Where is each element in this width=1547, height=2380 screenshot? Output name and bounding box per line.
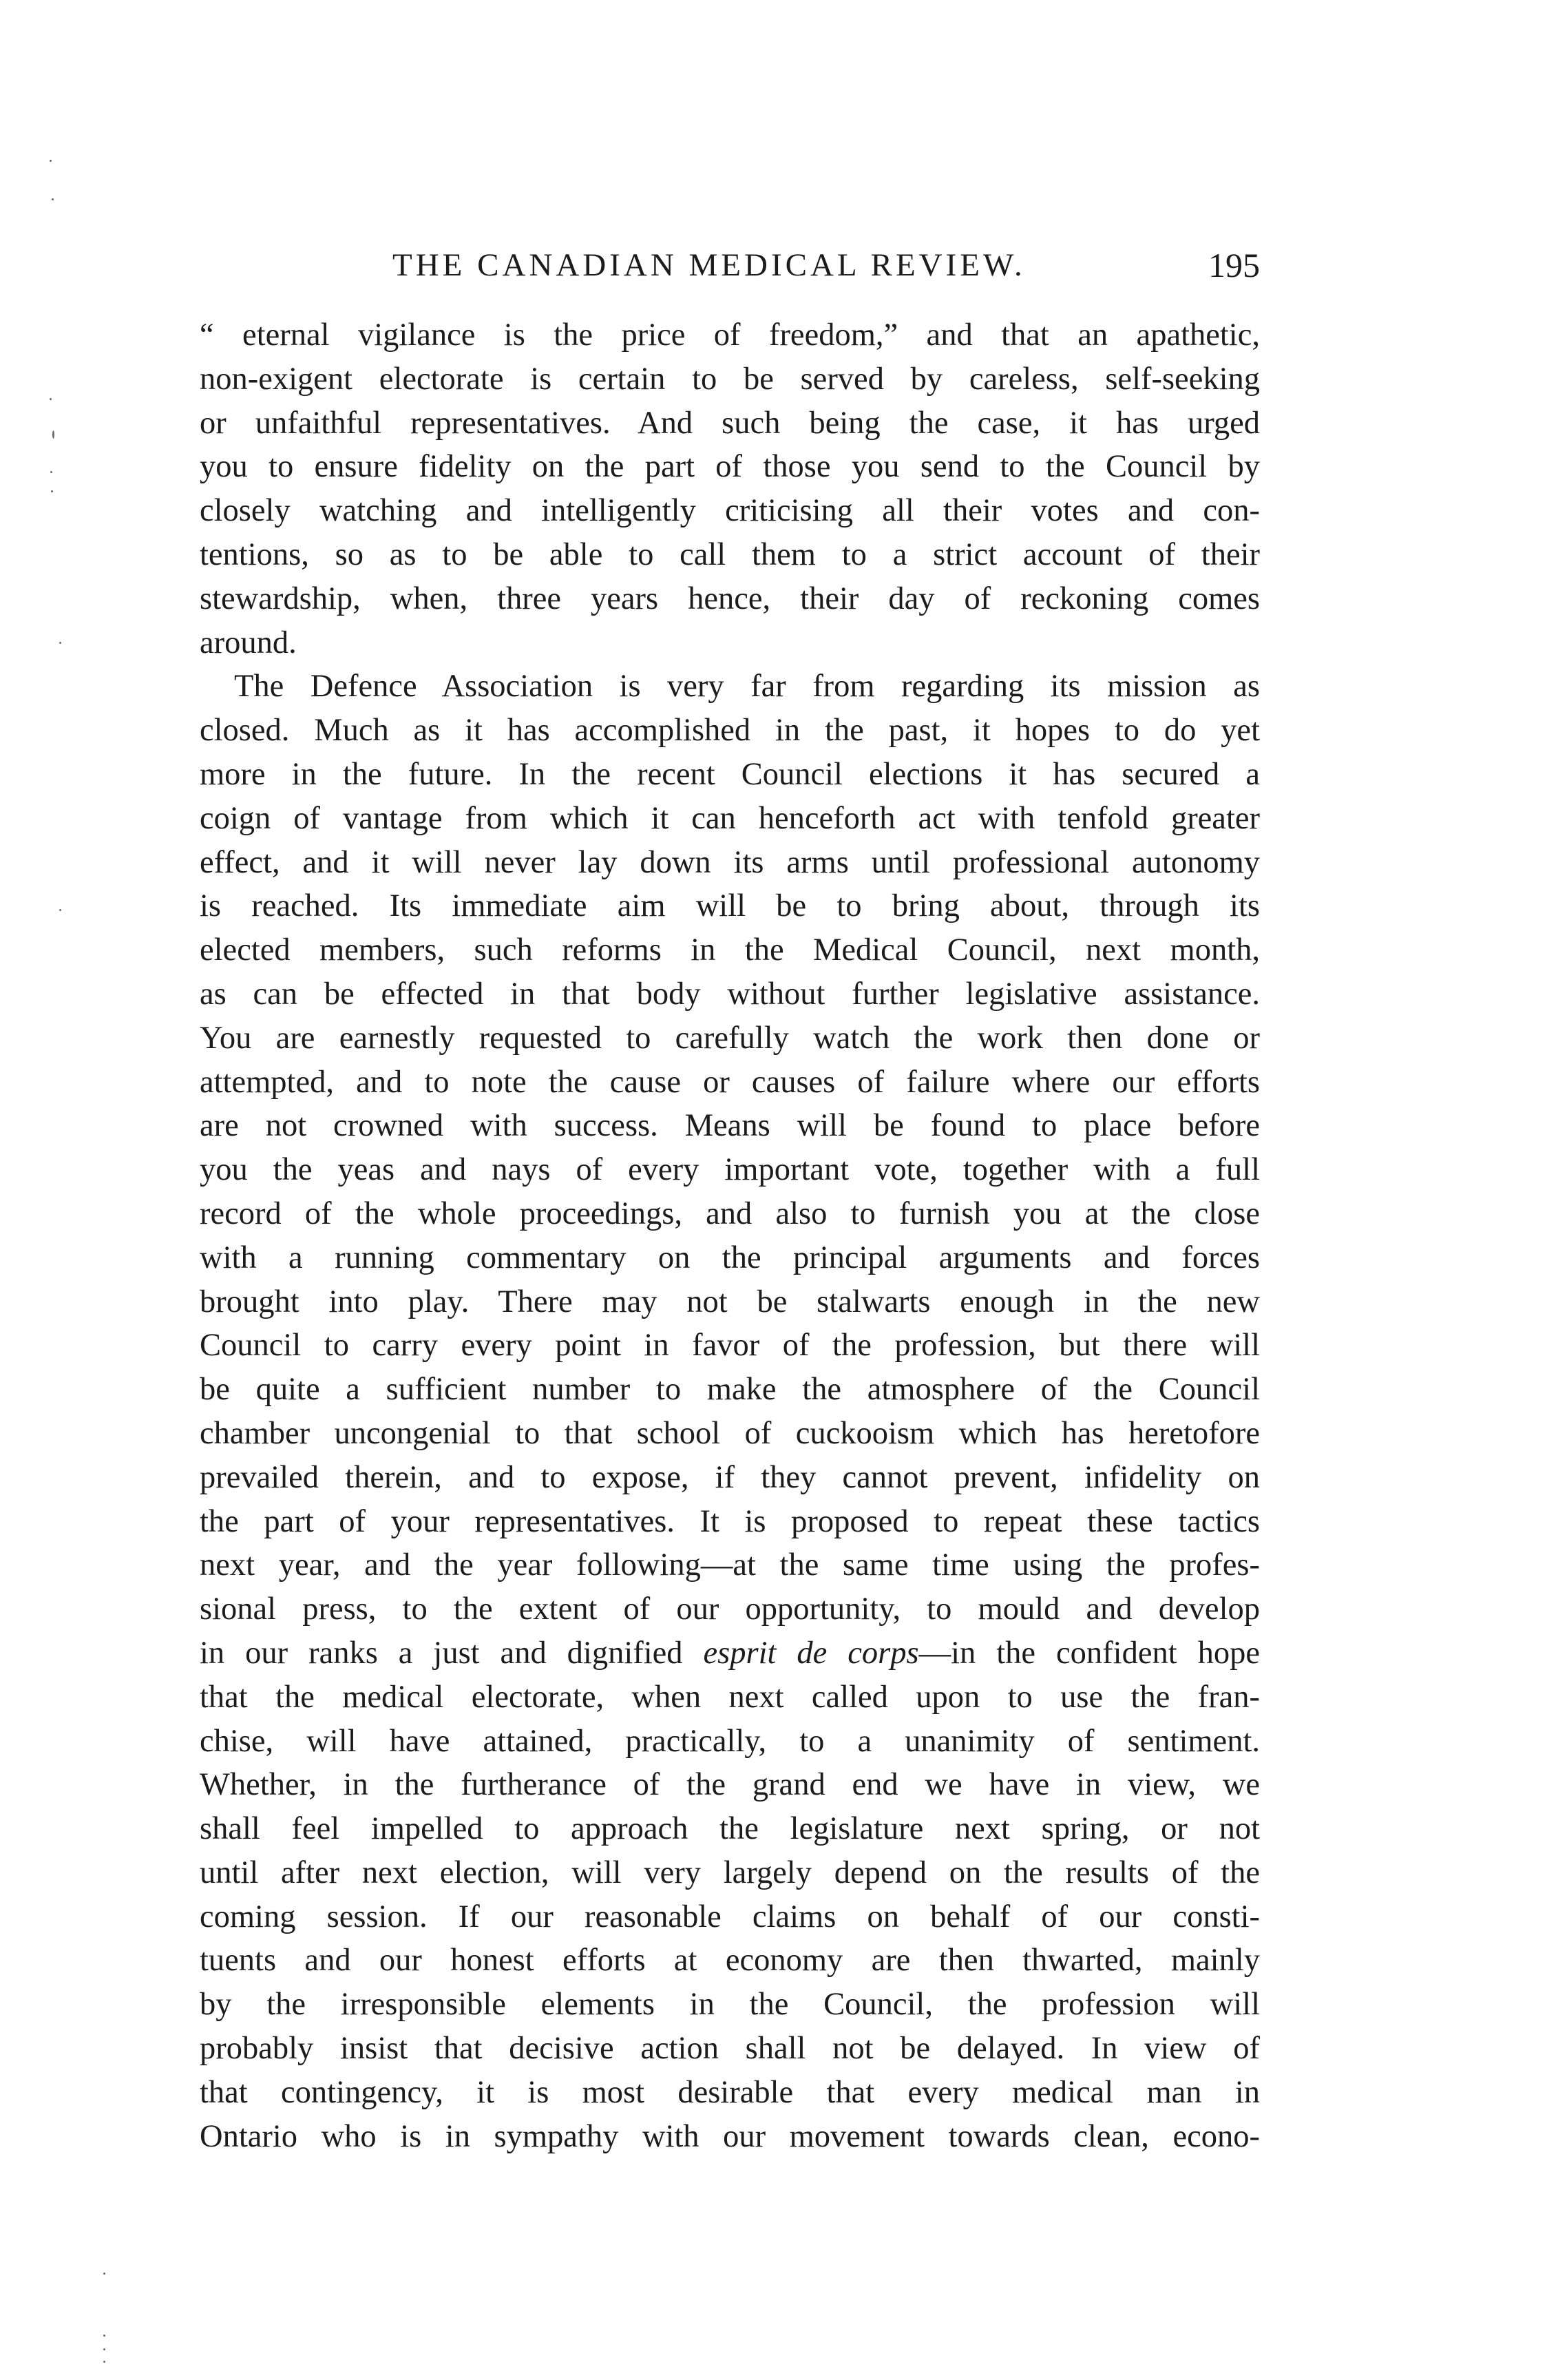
- paragraph-start-line: The Defence Association is very far from regarding its mission as: [234, 669, 1260, 704]
- body-text: [200, 313, 1260, 2158]
- text-line: you the yeas and nays of every important vote, together with a full: [200, 1152, 1260, 1188]
- text-line: Whether, in the furtherance of the grand end we have in view, we: [200, 1767, 1260, 1803]
- text-line: closely watching and intelligently criticising all their votes and con-: [200, 493, 1260, 529]
- text-line: tentions, so as to be able to call them to a strict account of their: [200, 536, 1260, 572]
- margin-speck: [59, 642, 61, 644]
- text-run: in our ranks a just and dignified: [200, 1635, 704, 1671]
- margin-speck: [51, 490, 53, 492]
- text-line: elected members, such reforms in the Medical Council, next month,: [200, 932, 1260, 968]
- text-line: the part of your representatives. It is proposed to repeat these tactics: [200, 1503, 1260, 1539]
- page-number: 195: [1208, 246, 1260, 284]
- text-line: next year, and the year following—at the same time using the profes-: [200, 1547, 1260, 1583]
- text-line-with-italic: [200, 1631, 1260, 1676]
- text-line: “ eternal vigilance is the price of freedom,” and that an apathetic,: [200, 317, 1260, 353]
- text-line: tuents and our honest efforts at economy are then thwarted, mainly: [200, 1943, 1260, 1979]
- text-line: You are earnestly requested to carefully watch the work then done or: [200, 1020, 1260, 1056]
- margin-speck: [50, 398, 52, 400]
- text-line: coign of vantage from which it can henceforth act with tenfold greater: [200, 800, 1260, 836]
- text-line: record of the whole proceedings, and also to furnish you at the close: [200, 1196, 1260, 1231]
- text-line: you to ensure fidelity on the part of those you send to the Council by: [200, 449, 1260, 485]
- text-line: probably insist that decisive action shall not be delayed. In view of: [200, 2031, 1260, 2067]
- margin-speck: [50, 471, 52, 473]
- text-line: closed. Much as it has accomplished in the past, it hopes to do yet: [200, 713, 1260, 749]
- margin-speck: [50, 160, 52, 162]
- text-line: attempted, and to note the cause or causes of failure where our efforts: [200, 1064, 1260, 1100]
- text-line: around.: [200, 625, 297, 660]
- text-line: brought into play. There may not be stalwarts enough in the new: [200, 1284, 1260, 1319]
- margin-speck: [103, 2273, 105, 2275]
- margin-speck: [103, 2348, 105, 2350]
- text-line: be quite a sufficient number to make the atmosphere of the Council: [200, 1372, 1260, 1408]
- text-line: chamber uncongenial to that school of cuckooism which has heretofore: [200, 1415, 1260, 1451]
- margin-speck: [103, 2361, 105, 2363]
- text-line: that the medical electorate, when next called upon to use the fran-: [200, 1679, 1260, 1715]
- text-line: chise, will have attained, practically, to a unanimity of sentiment.: [200, 1723, 1260, 1759]
- page-header: [200, 244, 1260, 286]
- italic-phrase: esprit de corps: [703, 1635, 919, 1671]
- text-line: more in the future. In the recent Council elections it has secured a: [200, 756, 1260, 792]
- text-line: by the irresponsible elements in the Council, the profession will: [200, 1987, 1260, 2023]
- text-run: —in the confident hope: [918, 1635, 1261, 1671]
- text-line: effect, and it will never lay down its arms until professional autonomy: [200, 844, 1260, 880]
- text-line: coming session. If our reasonable claims on behalf of our consti-: [200, 1899, 1260, 1934]
- running-title: THE CANADIAN MEDICAL REVIEW.: [392, 247, 1026, 283]
- text-line: shall feel impelled to approach the legislature next spring, or not: [200, 1811, 1260, 1847]
- text-line: sional press, to the extent of our opportunity, to mould and develop: [200, 1591, 1260, 1627]
- text-line: prevailed therein, and to expose, if they cannot prevent, infidelity on: [200, 1459, 1260, 1495]
- margin-speck: [59, 909, 61, 911]
- text-line: is reached. Its immediate aim will be to bring about, through its: [200, 888, 1260, 924]
- text-line: or unfaithful representatives. And such being the case, it has urged: [200, 405, 1260, 441]
- text-line: Council to carry every point in favor of the profession, but there will: [200, 1328, 1260, 1364]
- text-line: with a running commentary on the principal arguments and forces: [200, 1240, 1260, 1275]
- text-line: until after next election, will very largely depend on the results of the: [200, 1855, 1260, 1890]
- text-line: as can be effected in that body without further legislative assistance.: [200, 976, 1260, 1012]
- text-line: non-exigent electorate is certain to be served by careless, self-seeking: [200, 361, 1260, 397]
- text-line: that contingency, it is most desirable that every medical man in: [200, 2074, 1260, 2110]
- margin-speck: [52, 198, 54, 200]
- text-line: Ontario who is in sympathy with our movement towards clean, econo-: [200, 2118, 1260, 2154]
- margin-speck: [52, 430, 54, 439]
- margin-speck: [103, 2335, 105, 2337]
- text-line: stewardship, when, three years hence, their day of reckoning comes: [200, 581, 1260, 616]
- text-line: are not crowned with success. Means will be found to place before: [200, 1108, 1260, 1144]
